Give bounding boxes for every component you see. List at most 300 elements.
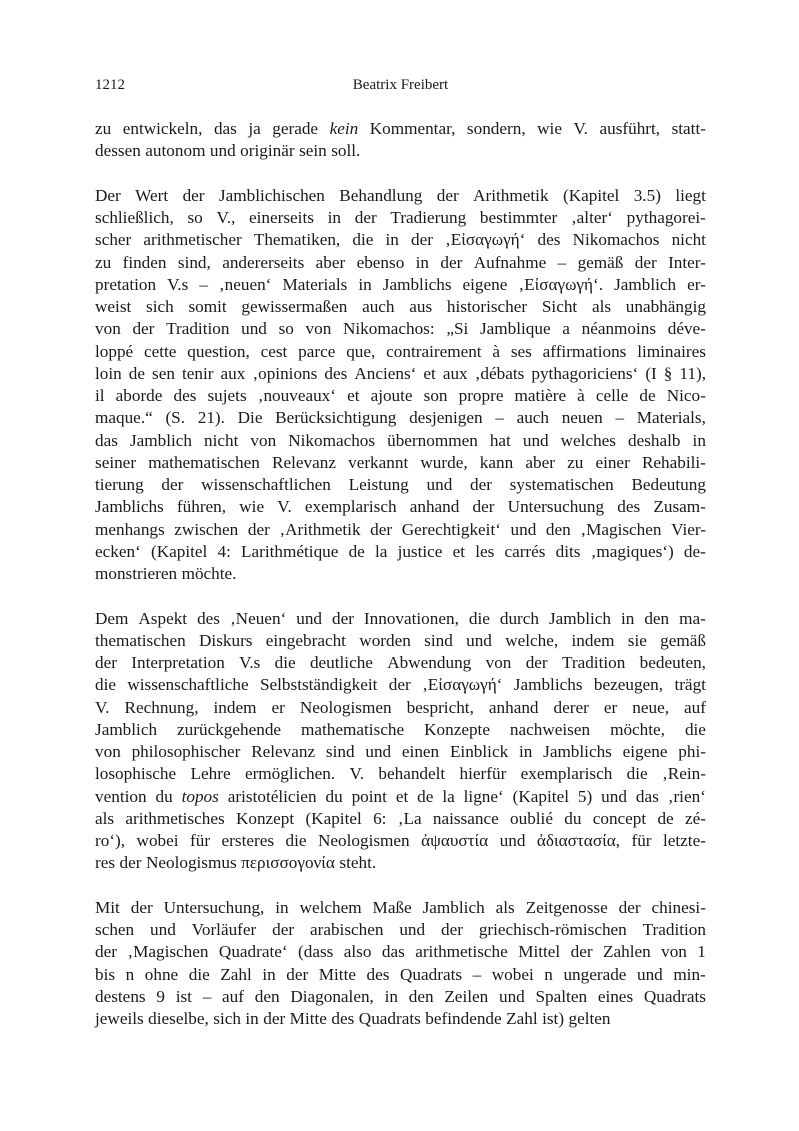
word: Neologismen	[317, 831, 410, 850]
word: als	[591, 297, 612, 316]
word: affirmations	[542, 341, 627, 361]
word: sind	[424, 630, 453, 650]
word: und	[510, 519, 537, 539]
word: contrairement	[386, 341, 482, 361]
word: exemplarisch	[520, 764, 613, 784]
word: Nico-	[666, 386, 706, 405]
word: desjenigen	[409, 408, 483, 428]
text-line	[95, 608, 706, 630]
word: Leistung	[348, 475, 409, 494]
text-line	[95, 318, 706, 340]
word: de	[417, 786, 434, 806]
word: de	[639, 386, 656, 405]
word: welche,	[505, 630, 559, 650]
word: Quadrats	[400, 964, 463, 984]
word: Kommentar,	[369, 119, 456, 138]
word: Anciens‘	[354, 363, 417, 383]
text-line	[95, 919, 706, 941]
word: kann	[479, 452, 514, 472]
word: worden	[359, 630, 411, 650]
text-line	[95, 786, 706, 808]
word: –	[615, 408, 625, 428]
word: hierfür	[459, 764, 507, 784]
word: Jamblique	[479, 319, 551, 339]
word: neue,	[632, 697, 669, 717]
paragraph	[95, 608, 706, 875]
word: que,	[346, 341, 376, 361]
word: sondern,	[466, 119, 526, 138]
text-line	[95, 118, 706, 140]
word: letzte-	[663, 831, 706, 850]
word: möchte.	[181, 564, 237, 583]
word: tierung	[95, 475, 144, 494]
word: –	[199, 274, 208, 294]
word: (I	[645, 363, 657, 383]
word: Der	[95, 185, 121, 205]
word: concept	[592, 808, 647, 828]
word: du	[155, 786, 173, 806]
word: Neologismen	[299, 697, 392, 717]
text-line	[95, 341, 706, 363]
word: 6:	[373, 808, 387, 828]
word: ja	[248, 119, 261, 138]
body-text	[95, 118, 706, 1053]
word: du	[564, 808, 582, 828]
word: ‚Εἰσαγωγή‘.	[518, 274, 604, 294]
word: von	[661, 942, 687, 962]
word: der	[525, 653, 548, 672]
word: cette	[144, 341, 177, 361]
word: von	[95, 319, 121, 339]
word: trägt	[674, 675, 706, 695]
word: also	[343, 942, 372, 962]
word: in	[245, 1009, 259, 1028]
word: ‚La	[397, 808, 422, 828]
text-line	[95, 630, 706, 652]
word: sen	[152, 363, 175, 383]
word: Lehre	[190, 764, 231, 784]
word: ma-	[679, 608, 706, 628]
word: für	[631, 831, 652, 850]
word: der	[286, 964, 309, 984]
word: Vier-	[671, 519, 706, 539]
word: originär	[240, 141, 295, 161]
word: Jamblich	[548, 608, 612, 628]
word: in	[384, 986, 398, 1006]
word: (Kapitel	[562, 185, 620, 205]
word: in	[327, 208, 342, 227]
word: der	[247, 519, 270, 539]
word: sich	[213, 1009, 241, 1028]
word: gelten	[568, 1009, 611, 1028]
word: und	[399, 920, 426, 939]
word: gerade	[272, 119, 319, 138]
word: cest	[260, 341, 288, 361]
word: aber	[315, 252, 346, 272]
word: finden	[122, 252, 167, 272]
word: du	[325, 786, 343, 806]
word: Thematiken,	[253, 230, 341, 250]
word: loin	[95, 363, 122, 383]
word: von	[250, 430, 277, 450]
word: menhangs	[95, 519, 165, 539]
word: die	[274, 653, 296, 672]
word: Nikomachos	[572, 230, 660, 250]
word: Jamblich	[129, 430, 192, 450]
word: zé-	[684, 808, 706, 828]
word: Materials,	[636, 408, 706, 428]
page-number: 1212	[95, 77, 125, 93]
word: n	[125, 964, 135, 984]
text-line	[95, 808, 706, 830]
word: und	[209, 141, 236, 161]
word: ‚Εἰσαγωγή‘	[445, 230, 526, 250]
word: Quadrate‘	[218, 942, 288, 962]
word: von	[305, 319, 332, 339]
text-line	[95, 741, 706, 763]
word: Jamblichs	[513, 675, 583, 695]
word: den	[545, 519, 571, 539]
word: et	[452, 541, 466, 561]
word: Untersuchung,	[163, 897, 265, 917]
word: ajoute	[370, 386, 413, 405]
word: schen	[95, 920, 135, 939]
word: Materials	[282, 274, 348, 294]
text-line	[95, 674, 706, 696]
word: der	[570, 942, 593, 962]
word: tenir	[182, 363, 214, 383]
word: propre	[458, 386, 504, 405]
word: ἀψαυστία	[421, 831, 489, 850]
word: soll.	[331, 141, 361, 161]
word: a	[562, 319, 570, 339]
word: der	[436, 185, 459, 205]
word: die	[468, 608, 490, 628]
word: 1	[697, 942, 706, 962]
word: Konzept	[235, 808, 295, 828]
word: Quadrats	[643, 986, 706, 1006]
word: der	[354, 208, 377, 227]
word: res	[95, 853, 116, 873]
word: ist	[175, 986, 192, 1006]
word: wie	[239, 497, 265, 517]
word: pythagoriciens‘	[531, 363, 639, 383]
word: Berücksichtigung	[275, 408, 397, 428]
word: er	[603, 697, 618, 717]
word: autonom	[145, 141, 206, 161]
word: monstrieren	[95, 564, 178, 583]
word: so	[278, 319, 294, 339]
word: 9	[156, 986, 165, 1006]
word: topos	[181, 786, 219, 806]
word: derer	[553, 697, 589, 717]
word: der	[472, 497, 495, 517]
word: in	[518, 742, 533, 761]
text-line	[95, 541, 706, 563]
word: liminaires	[637, 341, 706, 361]
word: des	[197, 608, 220, 628]
word: der	[95, 942, 117, 962]
word: der	[119, 853, 142, 873]
word: de	[657, 808, 674, 828]
word: V.s	[167, 274, 189, 294]
word: auf	[222, 986, 244, 1006]
word: der	[132, 319, 155, 339]
word: –	[202, 986, 212, 1006]
word: und	[296, 608, 323, 628]
word: der	[95, 653, 117, 672]
text-line	[95, 763, 706, 785]
word: das	[381, 942, 405, 962]
word: verkannt	[348, 452, 409, 472]
word: wissenschaftlichen	[201, 475, 331, 494]
word: ersteres	[221, 831, 275, 850]
word: maque.“	[95, 408, 153, 428]
word: und	[426, 475, 453, 494]
word: aux	[220, 363, 246, 383]
word: Quadrats	[358, 1009, 421, 1028]
word: von	[485, 653, 512, 672]
word: Rehabili-	[641, 452, 706, 472]
text-line	[95, 652, 706, 674]
text-line	[95, 1008, 706, 1030]
word: des	[331, 1009, 355, 1028]
word: 21).	[197, 408, 225, 428]
word: der	[331, 608, 354, 628]
word: möchte,	[610, 719, 665, 739]
word: §	[663, 363, 673, 383]
word: der	[263, 1009, 286, 1028]
text-line	[95, 496, 706, 518]
word: neuen	[561, 408, 603, 428]
word: et	[423, 363, 436, 383]
word: jeweils	[95, 1009, 144, 1028]
word: indem	[571, 630, 615, 650]
word: à	[577, 386, 585, 405]
word: historischer	[446, 297, 528, 316]
word: die	[352, 230, 374, 250]
word: mathematischen	[148, 452, 260, 472]
word: Zeitgenosse	[525, 897, 608, 917]
word: steht.	[339, 853, 377, 873]
word: arithmetische	[415, 942, 508, 962]
word: in	[692, 430, 706, 450]
word: Relevanz	[272, 452, 336, 472]
word: Tradition	[166, 319, 230, 339]
word: in	[262, 964, 276, 984]
word: aus	[409, 297, 433, 316]
word: zwischen	[174, 519, 239, 539]
word: die	[285, 831, 307, 850]
text-line	[95, 207, 706, 229]
word: griechisch-römischen	[478, 920, 627, 939]
word: Zahlen	[602, 942, 651, 962]
word: eigene	[462, 274, 508, 294]
word: ἀδιαστασία,	[536, 831, 621, 850]
word: de-	[683, 541, 706, 561]
word: matière	[514, 386, 567, 405]
word: ro‘),	[95, 831, 126, 850]
word: dits	[555, 541, 581, 561]
text-line	[95, 830, 706, 852]
word: Gerechtigkeit‘	[401, 519, 501, 539]
word: nicht	[671, 230, 706, 250]
word: question,	[187, 341, 250, 361]
word: son	[423, 386, 448, 405]
word: bis	[95, 964, 116, 984]
word: arabischen	[309, 920, 384, 939]
word: Bedeutung	[631, 475, 706, 494]
word: ‚débats	[474, 363, 525, 383]
word: V.	[277, 497, 292, 517]
word: die	[95, 675, 116, 695]
word: der	[470, 475, 492, 494]
word: gemäß	[577, 252, 624, 272]
text-line	[95, 563, 706, 585]
word: aristotélicien	[227, 786, 317, 806]
word: ermöglichen.	[244, 764, 336, 784]
word: Interpretation	[131, 653, 225, 672]
word: chinesi-	[651, 897, 706, 917]
word: zurückgehende	[177, 719, 282, 739]
word: et	[395, 786, 409, 806]
text-line	[95, 452, 706, 474]
word: der	[440, 920, 463, 939]
text-line	[95, 719, 706, 741]
word: Mitte	[318, 964, 356, 984]
word: indem	[213, 697, 257, 717]
word: exemplarisch	[304, 497, 397, 517]
word: und	[522, 430, 549, 450]
word: der	[410, 230, 433, 250]
word: bestimmter	[479, 208, 558, 227]
text-line	[95, 229, 706, 251]
word: ‚neuen‘	[218, 274, 272, 294]
word: Diagonalen,	[290, 986, 374, 1006]
paragraph	[95, 897, 706, 1031]
word: Jamblich	[614, 274, 677, 294]
word: statt-	[671, 119, 706, 138]
word: destens	[95, 986, 146, 1006]
word: Spalten	[535, 986, 588, 1006]
word: celle	[595, 386, 629, 405]
word: sie	[627, 630, 647, 650]
word: führen,	[176, 497, 227, 517]
word: de	[128, 363, 146, 383]
word: V.	[573, 119, 588, 138]
word: bedeuten,	[639, 653, 706, 672]
word: (Kapitel	[150, 541, 208, 561]
word: Zahl	[220, 964, 252, 984]
word: Jamblichs	[382, 274, 452, 294]
word: bespricht,	[406, 697, 474, 717]
word: Relevanz	[251, 742, 316, 761]
word: eigene	[622, 742, 668, 761]
word: deutliche	[309, 653, 373, 672]
word: wobei	[491, 964, 534, 984]
word: Jamblich	[95, 719, 158, 739]
word: oublié	[510, 808, 553, 828]
word: Tradition	[561, 653, 626, 672]
word: kein	[329, 119, 359, 138]
word: thematischen	[95, 630, 186, 650]
word: Mittel	[518, 942, 561, 962]
word: scher	[95, 230, 132, 250]
word: die	[626, 764, 648, 784]
paragraph	[95, 185, 706, 586]
word: in	[275, 897, 289, 917]
word: –	[495, 408, 504, 428]
word: und	[499, 831, 526, 850]
word: ohne	[144, 964, 179, 984]
word: aux	[442, 363, 468, 383]
text-line	[95, 430, 706, 452]
word: Aspekt	[138, 608, 188, 628]
word: Zahl	[506, 1009, 538, 1028]
word: des	[366, 964, 390, 984]
word: aborde	[115, 386, 163, 405]
word: zu	[567, 452, 584, 472]
word: übernommen	[387, 430, 478, 450]
word: einer	[595, 452, 630, 472]
word: gemäß	[660, 630, 706, 650]
word: (Kapitel	[512, 786, 569, 806]
word: Nikomachos	[288, 430, 376, 450]
word: so	[187, 208, 203, 227]
word: Jamblich	[422, 897, 485, 917]
word: Neologismus	[145, 853, 237, 873]
word: Nikomachos:	[342, 319, 435, 339]
word: schließlich,	[95, 208, 174, 227]
word: gewissermaßen	[241, 297, 348, 316]
word: la	[374, 541, 388, 561]
page-header	[95, 74, 706, 96]
word: la	[442, 786, 455, 806]
word: andererseits	[222, 252, 305, 272]
word: Zusam-	[653, 497, 706, 517]
word: ausführt,	[599, 119, 661, 138]
word: der	[440, 252, 463, 272]
word: einen	[401, 742, 440, 761]
word: justice	[397, 541, 443, 561]
word: Innovationen,	[363, 608, 459, 628]
word: 11),	[679, 363, 706, 383]
word: ist)	[542, 1009, 565, 1028]
word: eines	[597, 986, 634, 1006]
word: des	[324, 363, 348, 383]
word: entwickeln,	[122, 119, 203, 138]
word: in	[385, 230, 399, 250]
word: der	[182, 185, 205, 205]
word: vention	[95, 786, 147, 806]
word: Aufnahme	[473, 252, 547, 272]
word: das	[213, 119, 237, 138]
word: ‚Rein-	[662, 764, 706, 784]
word: néanmoins	[581, 319, 657, 339]
word: in	[620, 608, 635, 628]
word: pythagorei-	[626, 208, 706, 227]
word: zu	[95, 252, 112, 272]
word: περισσογονία	[241, 853, 335, 873]
word: Arithmetik	[473, 185, 549, 205]
word: und	[636, 964, 663, 984]
word: Wert	[135, 185, 169, 205]
word: wissenschaftliche	[127, 675, 249, 695]
running-head: Beatrix Freibert	[352, 77, 449, 93]
word: weist	[95, 297, 132, 316]
word: sind	[325, 742, 355, 761]
word: auch	[362, 297, 395, 316]
